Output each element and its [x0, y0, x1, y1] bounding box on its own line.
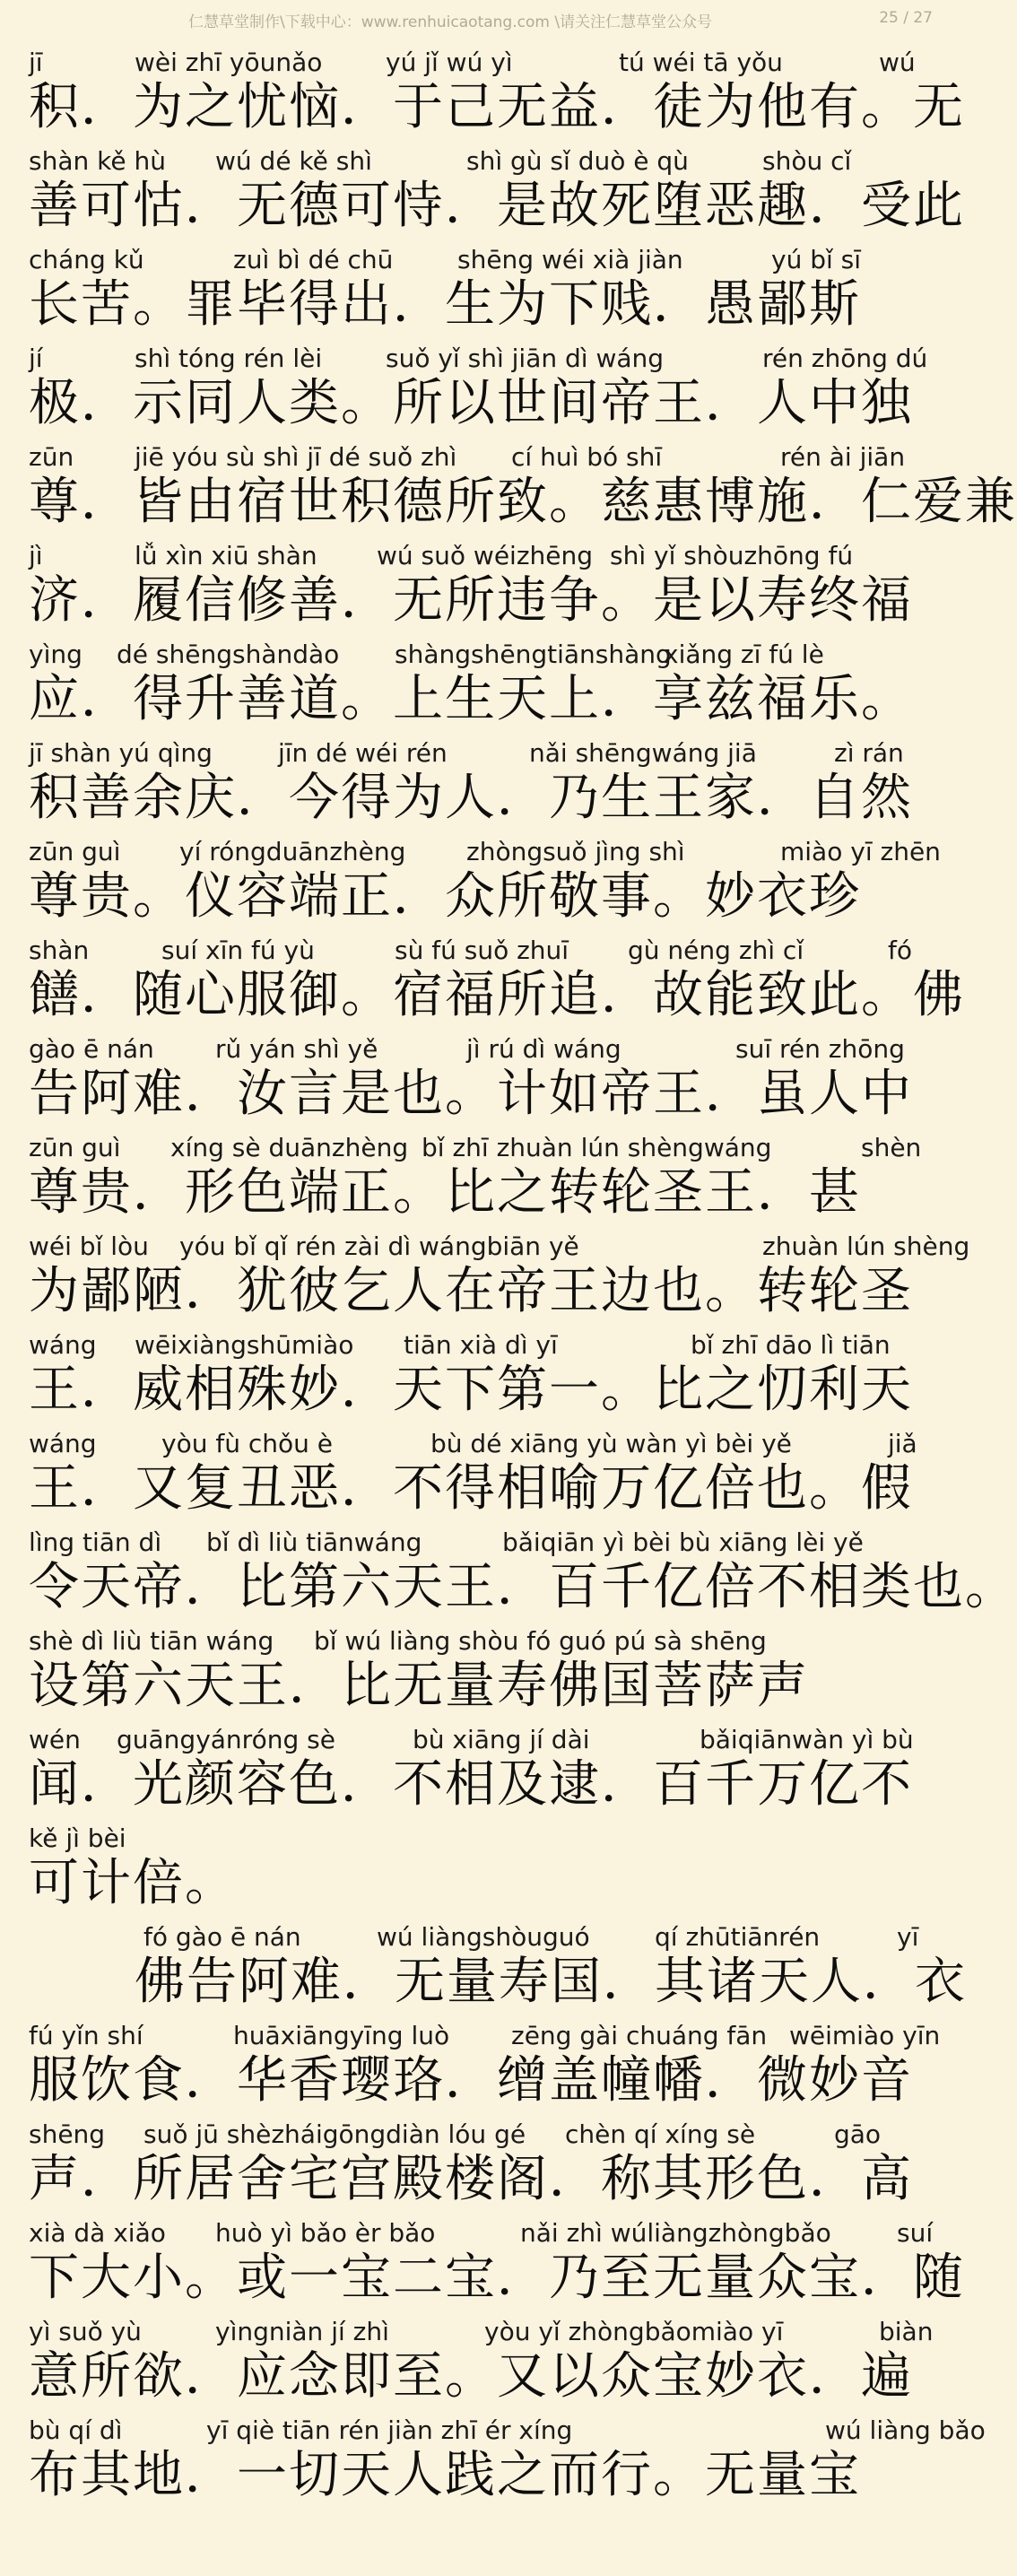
pinyin-annotation: rén zhōng dú	[762, 344, 928, 373]
text-line	[0, 2214, 969, 2312]
text-body	[0, 43, 1017, 2510]
chinese-text: 设第六天王．比无量寿佛国菩萨声	[29, 1657, 809, 1715]
chinese-text: 积善余庆．今得为人．乃生王家．自然	[29, 769, 913, 827]
pinyin-annotation: lǚ xìn xiū shàn	[135, 541, 317, 570]
pinyin-annotation: huò yì bǎo èr bǎo	[215, 2218, 436, 2248]
pinyin-annotation: cí huì bó shī	[511, 442, 663, 472]
pinyin-annotation: cháng kǔ	[29, 245, 144, 274]
pinyin-annotation: bǐ zhī dāo lì tiān	[691, 1330, 891, 1360]
text-line	[0, 1326, 969, 1424]
pinyin-annotation: zuì bì dé chū	[233, 245, 394, 274]
pinyin-annotation: jí	[29, 344, 43, 373]
chinese-text: 善可怙．无德可恃．是故死堕恶趣．受此	[29, 177, 965, 235]
pinyin-annotation: yìng	[29, 640, 83, 669]
chinese-text: 极．示同人类。所以世间帝王．人中独	[29, 374, 913, 432]
chinese-text: 为鄙陋．犹彼乞人在帝王边也。转轮圣	[29, 1262, 913, 1320]
pinyin-annotation: yī	[897, 1922, 919, 1952]
pinyin-annotation: shì gù sǐ duò è qù	[466, 146, 689, 176]
pinyin-annotation: shèn	[861, 1133, 922, 1162]
pinyin-annotation: fó	[888, 936, 912, 965]
chinese-text: 告阿难．汝言是也。计如帝王．虽人中	[29, 1065, 913, 1123]
pinyin-annotation: yóu bǐ qǐ rén zài dì wángbiān yě	[179, 1231, 579, 1261]
pinyin-annotation: miào yī zhēn	[780, 837, 941, 866]
pinyin-annotation: suí	[897, 2218, 934, 2248]
pinyin-annotation: kě jì bèi	[29, 1823, 126, 1853]
pinyin-annotation: biàn	[879, 2317, 934, 2346]
text-line	[0, 1030, 969, 1128]
pinyin-annotation: zūn	[29, 442, 74, 472]
pinyin-annotation: zì rán	[834, 738, 904, 768]
pinyin-annotation: jī shàn yú qìng	[29, 738, 213, 768]
pinyin-annotation: suǒ yǐ shì jiān dì wáng	[386, 344, 665, 373]
pinyin-annotation: yú jǐ wú yì	[386, 48, 513, 77]
pinyin-annotation: shàn kě hù	[29, 146, 166, 176]
chinese-text: 饍．随心服御。宿福所追．故能致此。佛	[29, 966, 965, 1024]
text-line	[0, 339, 969, 438]
chinese-text: 尊贵．形色端正。比之转轮圣王．甚	[29, 1163, 861, 1222]
pinyin-annotation: jiē yóu sù shì jī dé suǒ zhì	[135, 442, 457, 472]
pinyin-annotation: yí róngduānzhèng	[179, 837, 406, 866]
chinese-text: 服饮食．华香璎珞．缯盖幢幡．微妙音	[29, 2051, 913, 2110]
pinyin-annotation: zēng gài chuáng fān	[511, 2021, 768, 2050]
text-line	[0, 1819, 969, 1918]
chinese-text: 令天帝．比第六天王．百千亿倍不相类也。	[29, 1558, 1017, 1616]
pinyin-annotation: wú liàng bǎo	[825, 2415, 986, 2445]
pinyin-annotation: wáng	[29, 1330, 97, 1360]
text-line	[0, 1424, 969, 1523]
text-line	[0, 1227, 969, 1326]
chinese-text: 王．又复丑恶．不得相喻万亿倍也。假	[29, 1459, 913, 1518]
pinyin-annotation: zūn guì	[29, 1133, 121, 1162]
pinyin-annotation: rén ài jiān	[780, 442, 906, 472]
pinyin-annotation: dé shēngshàndào	[117, 640, 340, 669]
pinyin-annotation: yī qiè tiān rén jiàn zhī ér xíng	[206, 2415, 573, 2445]
pinyin-annotation: bù dé xiāng yù wàn yì bèi yě	[430, 1429, 792, 1458]
pinyin-annotation: tú wéi tā yǒu	[619, 48, 783, 77]
pinyin-annotation: yú bǐ sī	[771, 245, 862, 274]
pinyin-annotation: fú yǐn shí	[29, 2021, 143, 2050]
text-line	[0, 2312, 969, 2411]
pinyin-annotation: shàngshēngtiānshàng	[395, 640, 672, 669]
text-line	[0, 1918, 969, 2016]
header-site-text: 仁慧草堂制作\下载中心：www.renhuicaotang.com \请关注仁慧草堂公众号	[188, 13, 713, 31]
pinyin-annotation: bǎiqiān yì bèi bù xiāng lèi yě	[502, 1527, 864, 1557]
page-header	[0, 0, 969, 43]
pinyin-annotation: nǎi shēngwáng jiā	[529, 738, 757, 768]
chinese-text: 济．履信修善．无所违争。是以寿终福	[29, 571, 913, 630]
pinyin-annotation: bǐ zhī zhuàn lún shèngwáng	[422, 1133, 772, 1162]
pinyin-annotation: zūn guì	[29, 837, 121, 866]
text-line	[0, 1523, 1017, 1622]
pinyin-annotation: shè dì liù tiān wáng	[29, 1626, 274, 1656]
pinyin-annotation: wú liàngshòuguó	[377, 1922, 590, 1952]
pinyin-annotation: rǔ yán shì yě	[215, 1034, 378, 1064]
chinese-text: 布其地．一切天人践之而行。无量宝	[29, 2446, 861, 2504]
pinyin-annotation: bù xiāng jí dài	[413, 1725, 590, 1754]
pinyin-annotation: shēng	[29, 2119, 106, 2149]
text-line	[0, 142, 969, 240]
chinese-text: 尊．皆由宿世积德所致。慈惠博施．仁爱兼	[29, 473, 1017, 531]
chinese-text: 积．为之忧恼．于己无益．徒为他有。无	[29, 78, 965, 136]
pinyin-annotation: jì rú dì wáng	[466, 1034, 622, 1064]
chinese-text: 声．所居舍宅宫殿楼阁．称其形色．高	[29, 2150, 913, 2208]
text-line	[0, 734, 969, 832]
pinyin-annotation: fó gào ē nán	[143, 1922, 301, 1952]
pinyin-annotation: yòu yǐ zhòngbǎomiào yī	[484, 2317, 784, 2346]
pinyin-annotation: nǎi zhì wúliàngzhòngbǎo	[520, 2218, 831, 2248]
text-line	[0, 1128, 969, 1227]
pinyin-annotation: wú suǒ wéizhēng	[377, 541, 594, 570]
text-line	[0, 1720, 969, 1819]
pinyin-annotation: suī rén zhōng	[735, 1034, 905, 1064]
text-line	[0, 832, 969, 931]
pinyin-annotation: jiǎ	[888, 1429, 917, 1458]
text-line	[0, 635, 969, 734]
pinyin-annotation: wú dé kě shì	[215, 146, 372, 176]
pinyin-annotation: gào ē nán	[29, 1034, 154, 1064]
pinyin-annotation: yìngniàn jí zhì	[215, 2317, 389, 2346]
text-line	[0, 2115, 969, 2214]
pinyin-annotation: bǎiqiānwàn yì bù	[700, 1725, 914, 1754]
chinese-text: 可计倍。	[29, 1854, 237, 1912]
pinyin-annotation: xià dà xiǎo	[29, 2218, 166, 2248]
chinese-text: 意所欲．应念即至。又以众宝妙衣．遍	[29, 2347, 913, 2406]
page-number: 25 / 27	[879, 9, 933, 27]
text-line	[0, 438, 1017, 536]
pinyin-annotation: zhòngsuǒ jìng shì	[466, 837, 685, 866]
pinyin-annotation: jīn dé wéi rén	[278, 738, 448, 768]
pinyin-annotation: xíng sè duānzhèng	[170, 1133, 409, 1162]
pinyin-annotation: zhuàn lún shèng	[762, 1231, 970, 1261]
pinyin-annotation: wēimiào yīn	[789, 2021, 941, 2050]
pinyin-annotation: wén	[29, 1725, 81, 1754]
pinyin-annotation: yòu fù chǒu è	[161, 1429, 333, 1458]
pinyin-annotation: jī	[29, 48, 43, 77]
pinyin-annotation: qí zhūtiānrén	[655, 1922, 821, 1952]
pinyin-annotation: yì suǒ yù	[29, 2317, 142, 2346]
text-line	[0, 2411, 986, 2510]
pinyin-annotation: xiǎng zī fú lè	[664, 640, 824, 669]
pinyin-annotation: wáng	[29, 1429, 97, 1458]
pinyin-annotation: suí xīn fú yù	[161, 936, 315, 965]
chinese-text: 长苦。罪毕得出．生为下贱．愚鄙斯	[29, 275, 861, 334]
pinyin-annotation: wú	[879, 48, 916, 77]
pinyin-annotation: shēng wéi xià jiàn	[457, 245, 683, 274]
chinese-text: 应．得升善道。上生天上．享兹福乐。	[29, 670, 913, 728]
pinyin-annotation: tiān xià dì yī	[404, 1330, 558, 1360]
pinyin-annotation: bǐ wú liàng shòu fó guó pú sà shēng	[314, 1626, 767, 1656]
text-line	[0, 2016, 969, 2115]
pinyin-annotation: guāngyánróng sè	[117, 1725, 335, 1754]
pinyin-annotation: wéi bǐ lòu	[29, 1231, 149, 1261]
chinese-text: 佛告阿难．无量寿国．其诸天人．衣	[135, 1953, 967, 2011]
pinyin-annotation: bù qí dì	[29, 2415, 123, 2445]
pinyin-annotation: shì tóng rén lèi	[135, 344, 323, 373]
pinyin-annotation: suǒ jū shèzháigōngdiàn lóu gé	[143, 2119, 526, 2149]
pinyin-annotation: shàn	[29, 936, 90, 965]
text-line	[0, 536, 969, 635]
pinyin-annotation: jì	[29, 541, 43, 570]
text-line	[0, 931, 969, 1030]
pinyin-annotation: shì yǐ shòuzhōng fú	[610, 541, 854, 570]
pinyin-annotation: sù fú suǒ zhuī	[395, 936, 569, 965]
chinese-text: 尊贵。仪容端正．众所敬事。妙衣珍	[29, 867, 861, 926]
text-line	[0, 43, 969, 142]
pinyin-annotation: gāo	[834, 2119, 882, 2149]
pinyin-annotation: gù néng zhì cǐ	[628, 936, 804, 965]
chinese-text: 下大小。或一宝二宝．乃至无量众宝．随	[29, 2249, 965, 2307]
pinyin-annotation: huāxiāngyīng luò	[233, 2021, 450, 2050]
text-line	[0, 240, 969, 339]
pinyin-annotation: shòu cǐ	[762, 146, 852, 176]
pinyin-annotation: chèn qí xíng sè	[565, 2119, 756, 2149]
pinyin-annotation: wēixiàngshūmiào	[135, 1330, 354, 1360]
chinese-text: 闻．光颜容色．不相及逮．百千万亿不	[29, 1755, 913, 1814]
pinyin-annotation: wèi zhī yōunǎo	[135, 48, 323, 77]
pinyin-annotation: lìng tiān dì	[29, 1527, 162, 1557]
text-line	[0, 1622, 969, 1720]
chinese-text: 王．威相殊妙．天下第一。比之忉利天	[29, 1361, 913, 1419]
pinyin-annotation: bǐ dì liù tiānwáng	[206, 1527, 422, 1557]
